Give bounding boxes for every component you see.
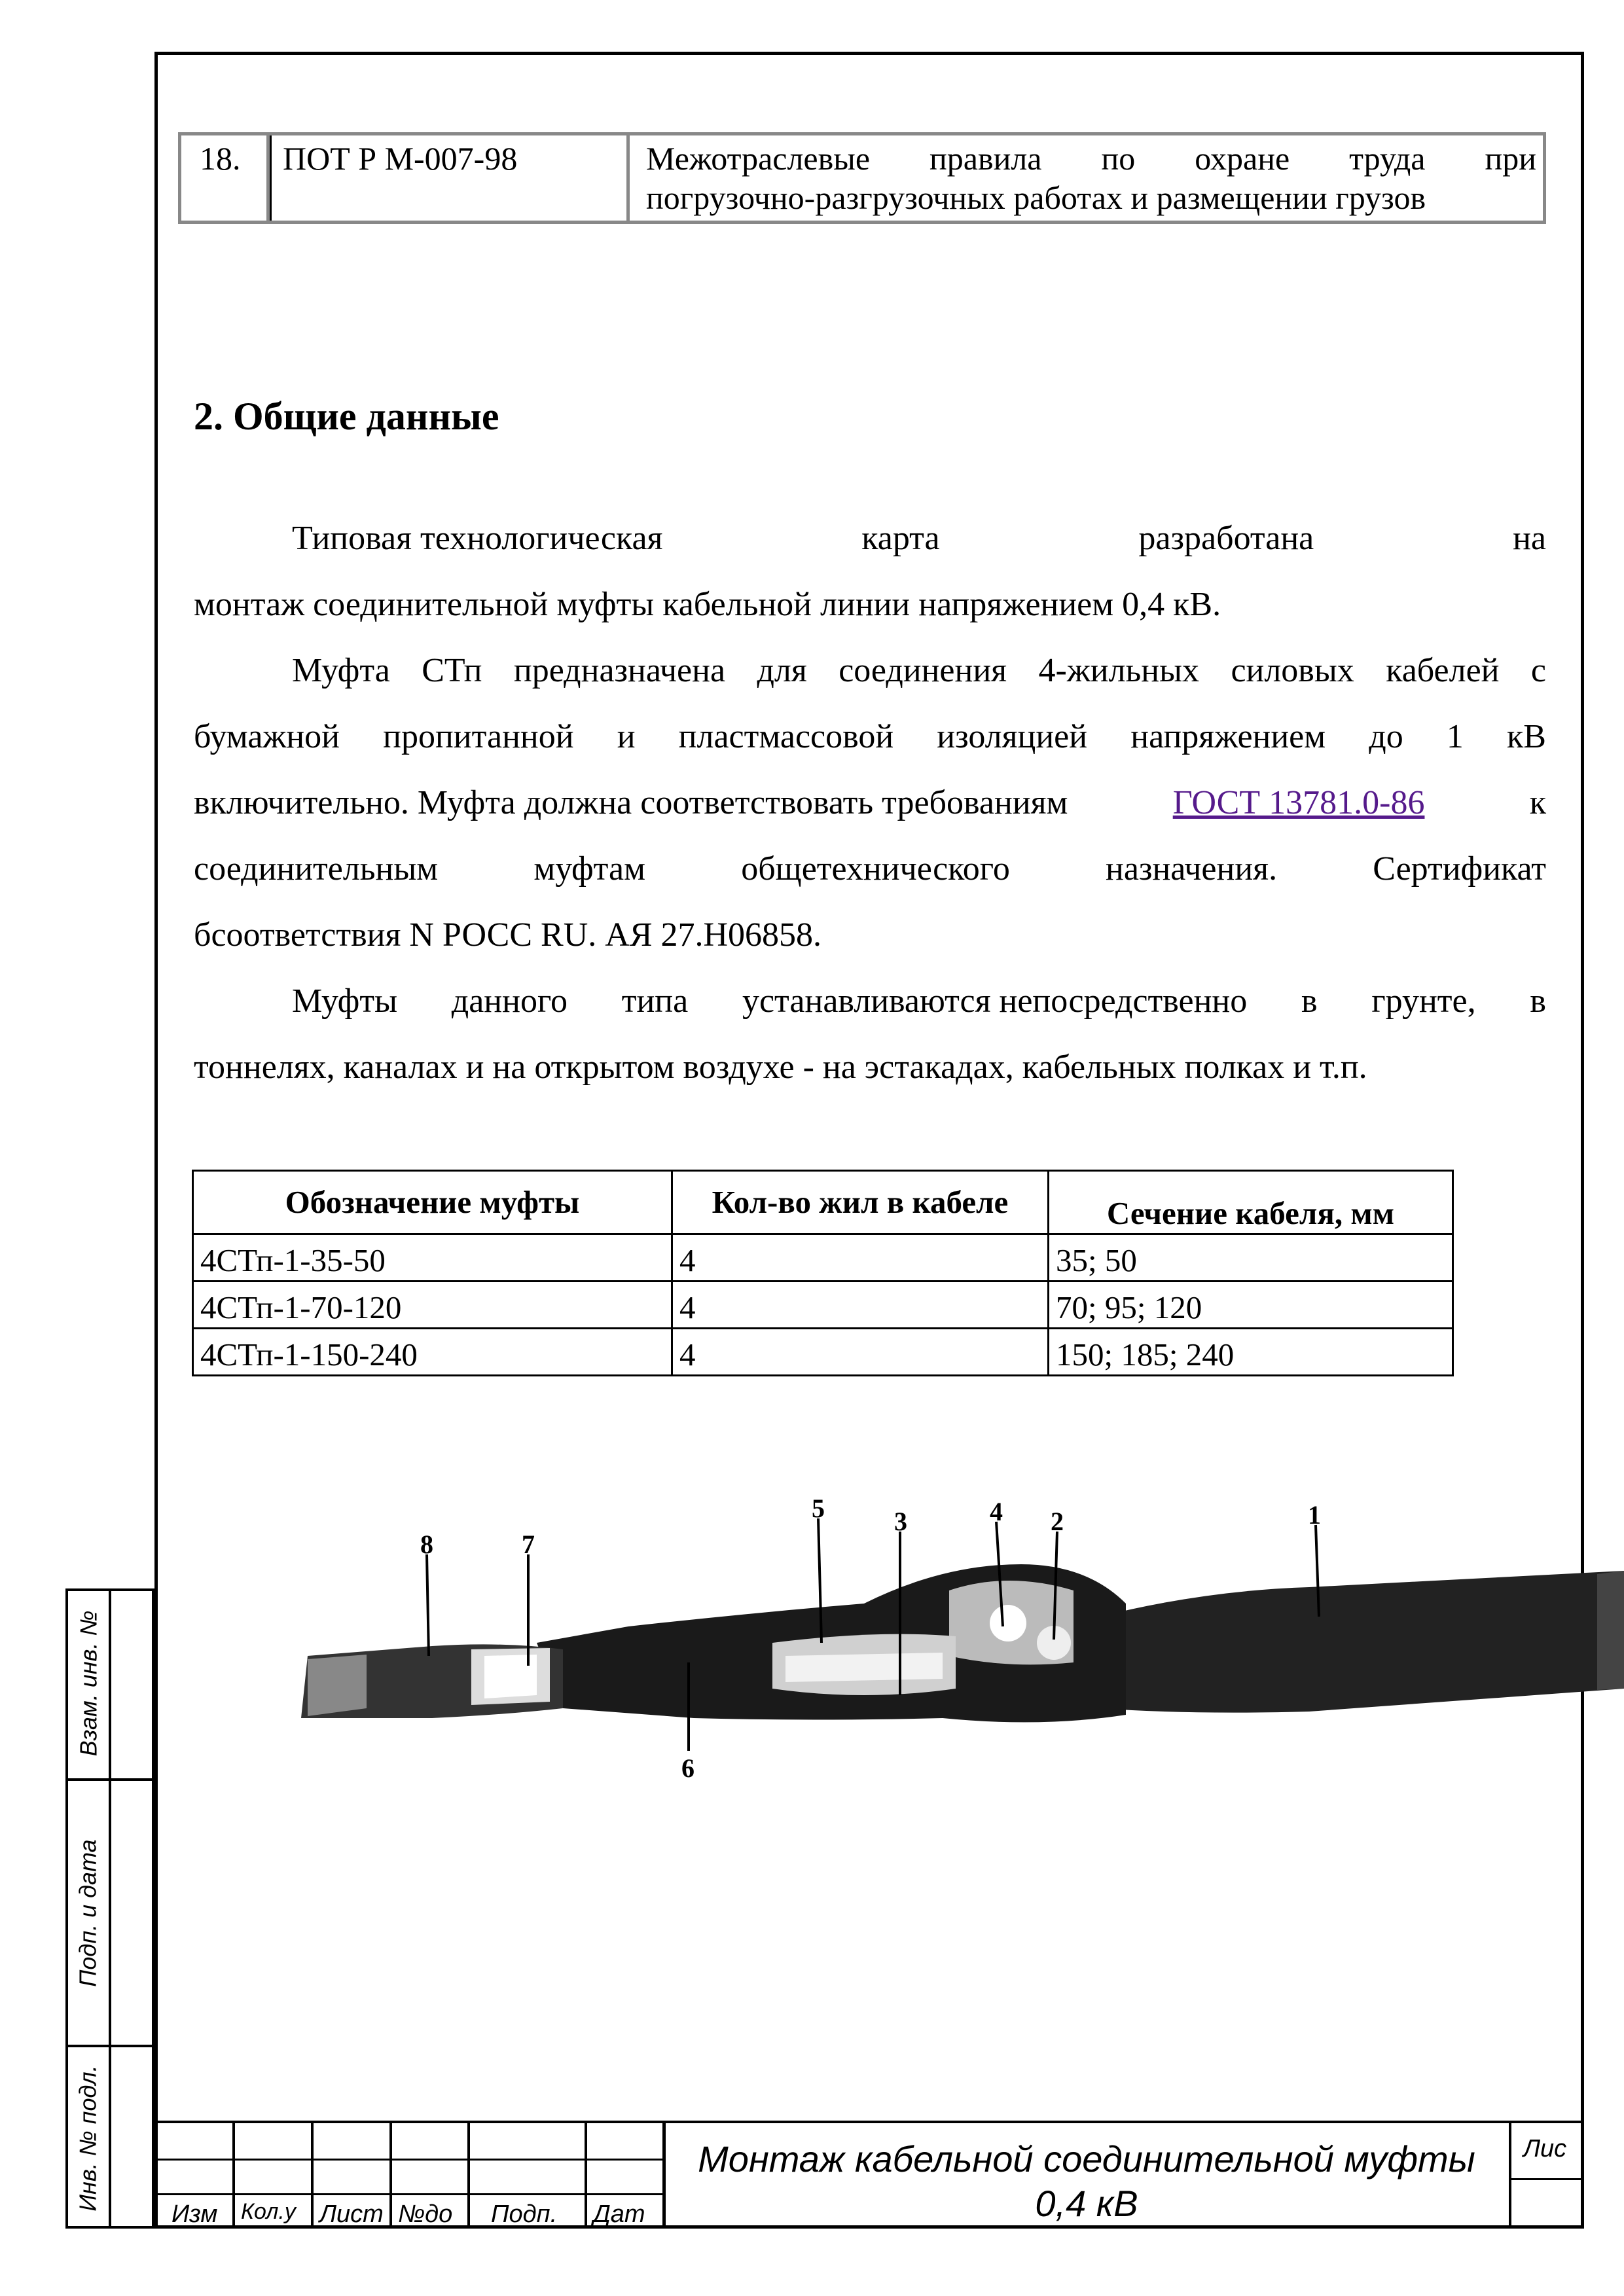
cell-cores: 4 bbox=[672, 1329, 1048, 1376]
callout-7: 7 bbox=[522, 1530, 535, 1559]
table-row bbox=[193, 1282, 1453, 1329]
col-kolu: Кол.у bbox=[241, 2199, 296, 2224]
p2-line3-end: к bbox=[1529, 784, 1546, 821]
ref-title-word: правила bbox=[929, 140, 1042, 177]
cell-designation: 4СТп-1-35-50 bbox=[193, 1234, 672, 1282]
side-label-replacement-inv: Взам. инв. № bbox=[75, 1610, 102, 1757]
ref-code[interactable]: ПОТ Р М-007-98 bbox=[283, 140, 518, 177]
col-date: Дат bbox=[593, 2200, 645, 2228]
cell-section: 35; 50 bbox=[1048, 1234, 1453, 1282]
ref-title-word: при bbox=[1485, 140, 1536, 177]
table-header-row bbox=[193, 1171, 1453, 1234]
p1-word: на bbox=[1513, 520, 1546, 557]
p2-word: Сертификат bbox=[1373, 850, 1546, 888]
cell-section: 70; 95; 120 bbox=[1048, 1282, 1453, 1329]
p2-line2-wrap bbox=[194, 704, 1546, 770]
p2-line1: Муфта СТп предназначена для соединения 4-жильных силовых кабелей с bbox=[292, 652, 1546, 689]
cell-cores: 4 bbox=[672, 1234, 1048, 1282]
document-title: Монтаж кабельной соединительной муфты 0,4 кВ bbox=[698, 2138, 1475, 2224]
table-row bbox=[193, 1234, 1453, 1282]
callout-4: 4 bbox=[990, 1497, 1003, 1526]
callout-5: 5 bbox=[812, 1494, 825, 1523]
p2-line2: бумажной пропитанной и пластмассовой изоляцией напряжением до 1 кВ bbox=[194, 718, 1546, 755]
p2-line4 bbox=[194, 836, 1546, 902]
paragraph-1 bbox=[194, 505, 1546, 637]
side-label-original-inv: Инв. № подл. bbox=[75, 2064, 102, 2212]
sheet-label: Лис bbox=[1523, 2135, 1567, 2162]
cell-designation: 4СТп-1-70-120 bbox=[193, 1282, 672, 1329]
p3-word: грунте, bbox=[1371, 982, 1476, 1020]
ref-title-word: охране bbox=[1195, 140, 1290, 177]
page-frame bbox=[154, 52, 1584, 2229]
ref-title bbox=[646, 139, 1536, 217]
p1-word: разработана bbox=[1138, 520, 1314, 557]
p3-line1 bbox=[194, 968, 1546, 1034]
coupling-spec-table bbox=[192, 1170, 1454, 1376]
cable-coupling-drawing bbox=[301, 1518, 1624, 1751]
side-label-sign-date: Подп. и дата bbox=[75, 1839, 101, 1987]
callout-8: 8 bbox=[420, 1530, 433, 1559]
p1-line1 bbox=[194, 505, 1546, 571]
p2-word: муфтам bbox=[533, 850, 646, 888]
cell-cores: 4 bbox=[672, 1282, 1048, 1329]
ref-title-word: по bbox=[1101, 140, 1136, 177]
p2-line5: бсоответствия N РОСС RU. АЯ 27.Н06858. bbox=[194, 916, 822, 954]
p2-word: общетехнического bbox=[741, 850, 1010, 888]
p3-word: устанавливаются непосредственно bbox=[742, 982, 1248, 1020]
ref-code-link[interactable] bbox=[283, 139, 517, 178]
p3-word: Муфты bbox=[292, 982, 398, 1020]
cell-section: 150; 185; 240 bbox=[1048, 1329, 1453, 1376]
p1-word: карта bbox=[861, 520, 940, 557]
paragraph-3 bbox=[194, 968, 1546, 1100]
callout-6: 6 bbox=[681, 1753, 695, 1783]
gost-link[interactable]: ГОСТ 13781.0-86 bbox=[1172, 784, 1425, 821]
p1-word: Типовая технологическая bbox=[292, 520, 663, 557]
p2-word: назначения. bbox=[1106, 850, 1278, 888]
cell-designation: 4СТп-1-150-240 bbox=[193, 1329, 672, 1376]
p2-word: соединительным bbox=[194, 850, 439, 888]
p2-line3 bbox=[194, 770, 1546, 836]
header-section: Сечение кабеля, мм bbox=[1048, 1171, 1453, 1234]
p2-line3-wrap bbox=[194, 770, 1546, 836]
p2-line3-text: включительно. Муфта должна соответствовать требованиям bbox=[194, 784, 1068, 821]
paragraph-2 bbox=[194, 637, 1546, 704]
col-sign: Подп. bbox=[491, 2200, 558, 2228]
p3-word: в bbox=[1301, 982, 1318, 1020]
col-list: Лист bbox=[319, 2200, 384, 2228]
p2-line4-wrap bbox=[194, 836, 1546, 902]
header-cores: Кол-во жил в кабеле bbox=[672, 1171, 1048, 1234]
ref-number: 18. bbox=[200, 140, 241, 177]
callout-2: 2 bbox=[1051, 1507, 1064, 1536]
p3-word: в bbox=[1530, 982, 1546, 1020]
reference-table bbox=[178, 132, 1546, 224]
ref-title-word: Межотраслевые bbox=[646, 140, 871, 177]
cable-coupling-figure bbox=[288, 1492, 1624, 1793]
table-row bbox=[193, 1329, 1453, 1376]
p3-word: типа bbox=[621, 982, 689, 1020]
p2-line5-wrap bbox=[194, 902, 1546, 968]
ref-title-line2: погрузочно-разгрузочных работах и размещении грузов bbox=[646, 179, 1426, 216]
ref-title-word: труда bbox=[1349, 140, 1426, 177]
callout-1: 1 bbox=[1308, 1500, 1321, 1530]
p1-line2: монтаж соединительной муфты кабельной линии напряжением 0,4 кВ. bbox=[194, 586, 1221, 623]
ref-title-line1 bbox=[646, 139, 1536, 178]
section-title: 2. Общие данные bbox=[194, 395, 499, 438]
p3-line2: тоннелях, каналах и на открытом воздухе - на эстакадах, кабельных полках и т.п. bbox=[194, 1049, 1367, 1086]
header-designation: Обозначение муфты bbox=[193, 1171, 672, 1234]
callout-3: 3 bbox=[894, 1507, 907, 1536]
p3-word: данного bbox=[451, 982, 568, 1020]
col-ndoc: №до bbox=[398, 2200, 453, 2228]
col-izm: Изм bbox=[171, 2200, 218, 2228]
